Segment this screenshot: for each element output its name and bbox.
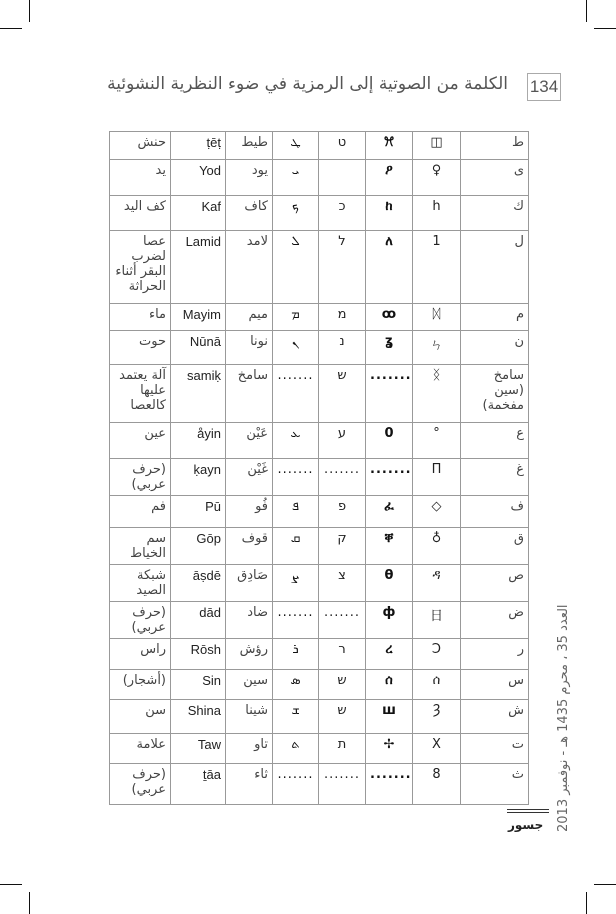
proto-glyph-cell: ° [413,423,461,459]
south-arabian-glyph-cell: ቐ [366,528,413,565]
arabic-letter-cell: ط [461,132,529,160]
hebrew-glyph-cell: ת [319,734,366,764]
hebrew-glyph-cell: ....... [319,602,366,639]
meaning-cell: حنش [110,132,171,160]
transliteration-cell: åyin [171,423,226,459]
meaning-cell: عصا لضرب البقر أثناء الحراثة [110,231,171,304]
name-cell: كاف [226,196,273,231]
table-row [110,160,529,196]
syriac-glyph-cell: ܫ [273,700,319,734]
table-row [110,196,529,231]
syriac-glyph-cell: ܩ [273,528,319,565]
hebrew-glyph-cell: ע [319,423,366,459]
crop-mark [29,0,30,22]
syriac-glyph-cell: ܡ [273,304,319,331]
transliteration-cell: Gōp [171,528,226,565]
south-arabian-glyph-cell: ከ [366,196,413,231]
meaning-cell: علامة [110,734,171,764]
hebrew-glyph-cell: ....... [319,764,366,805]
proto-glyph-cell: X [413,734,461,764]
syriac-glyph-cell: ܢ [273,331,319,365]
syriac-glyph-cell: ܠ [273,231,319,304]
hebrew-glyph-cell: צ [319,565,366,602]
transliteration-cell: Taw [171,734,226,764]
proto-glyph-cell: ᛝ [413,365,461,423]
name-cell: عَيْن [226,423,273,459]
hebrew-glyph-cell: נ [319,331,366,365]
page-number: 134 [527,73,561,101]
south-arabian-glyph-cell: ....... [366,764,413,805]
south-arabian-glyph-cell: ꝏ [366,304,413,331]
crop-mark [0,28,22,29]
arabic-letter-cell: س [461,670,529,700]
meaning-cell: (حرف عربي) [110,602,171,639]
south-arabian-glyph-cell: ሰ [366,670,413,700]
proto-glyph-cell: Π [413,459,461,496]
name-cell: ميم [226,304,273,331]
running-title: الكلمة من الصوتية إلى الرمزية في ضوء النظرية النشوئية [107,74,508,94]
transliteration-cell: ṭēṭ [171,132,226,160]
name-cell: سين [226,670,273,700]
proto-glyph-cell: 1 [413,231,461,304]
name-cell: طيط [226,132,273,160]
south-arabian-glyph-cell: 0 [366,423,413,459]
proto-glyph-cell: h [413,196,461,231]
arabic-letter-cell: ف [461,496,529,528]
table-row [110,528,529,565]
arabic-letter-cell: ص [461,565,529,602]
proto-glyph-cell: ㄣ [413,331,461,365]
syriac-glyph-cell: ....... [273,764,319,805]
crop-mark [0,884,22,885]
crop-mark [586,892,587,914]
syriac-glyph-cell: ....... [273,602,319,639]
hebrew-glyph-cell: ט [319,132,366,160]
south-arabian-glyph-cell: ለ [366,231,413,304]
hebrew-glyph-cell: כ [319,196,366,231]
syriac-glyph-cell: ܥ [273,423,319,459]
table-row [110,132,529,160]
name-cell: ضاد [226,602,273,639]
issue-info: العدد 35 ، محرم 1435 هـ - نوفمبر 2013 [556,604,571,832]
hebrew-glyph-cell: ל [319,231,366,304]
meaning-cell: كف اليد [110,196,171,231]
arabic-letter-cell: م [461,304,529,331]
proto-glyph-cell: 日 [413,602,461,639]
name-cell: غَيْن [226,459,273,496]
table-row [110,496,529,528]
south-arabian-glyph-cell: ፈ [366,496,413,528]
proto-glyph-cell: ◇ [413,496,461,528]
hebrew-glyph-cell: ש [319,700,366,734]
divider [507,812,549,813]
transliteration-cell: āṣdē [171,565,226,602]
south-arabian-glyph-cell: ʓ [366,331,413,365]
syriac-glyph-cell: ܝ [273,160,319,196]
syriac-glyph-cell: ....... [273,459,319,496]
proto-glyph-cell: ♁ [413,528,461,565]
crop-mark [594,28,616,29]
crop-mark [586,0,587,22]
syriac-glyph-cell: ܟ [273,196,319,231]
south-arabian-glyph-cell: ረ [366,639,413,670]
arabic-letter-cell: ض [461,602,529,639]
meaning-cell: يد [110,160,171,196]
transliteration-cell: Sin [171,670,226,700]
transliteration-cell: Rōsh [171,639,226,670]
table-row [110,602,529,639]
syriac-glyph-cell: ܣ [273,670,319,700]
alphabet-table [109,131,529,805]
south-arabian-glyph-cell: ....... [366,459,413,496]
transliteration-cell: Yod [171,160,226,196]
name-cell: تاو [226,734,273,764]
hebrew-glyph-cell: מ [319,304,366,331]
arabic-letter-cell: ل [461,231,529,304]
table-row [110,331,529,365]
proto-glyph-cell: Ͻ [413,639,461,670]
name-cell: فُو [226,496,273,528]
hebrew-glyph-cell: פ [319,496,366,528]
meaning-cell: (حرف عربي) [110,764,171,805]
arabic-letter-cell: ك [461,196,529,231]
transliteration-cell: Pū [171,496,226,528]
table-row [110,700,529,734]
meaning-cell: سم الخياط [110,528,171,565]
journal-logo: جسور [508,818,544,832]
syriac-glyph-cell: ܪ [273,639,319,670]
crop-mark [594,884,616,885]
arabic-letter-cell: ن [461,331,529,365]
transliteration-cell: samiḳ [171,365,226,423]
syriac-glyph-cell: ܦ [273,496,319,528]
meaning-cell: ماء [110,304,171,331]
hebrew-glyph-cell: ש [319,365,366,423]
meaning-cell: فم [110,496,171,528]
hebrew-glyph-cell: ק [319,528,366,565]
proto-glyph-cell: ᛞ [413,304,461,331]
name-cell: قوف [226,528,273,565]
arabic-letter-cell: غ [461,459,529,496]
proto-glyph-cell: 8 [413,764,461,805]
south-arabian-glyph-cell: θ [366,565,413,602]
meaning-cell: (أشجار) [110,670,171,700]
south-arabian-glyph-cell: ✢ [366,734,413,764]
name-cell: رؤش [226,639,273,670]
syriac-glyph-cell: ܨ [273,565,319,602]
proto-glyph-cell: ♀ [413,160,461,196]
arabic-letter-cell: ت [461,734,529,764]
meaning-cell: (حرف عربي) [110,459,171,496]
name-cell: لامد [226,231,273,304]
table-row [110,423,529,459]
transliteration-cell: Lamid [171,231,226,304]
proto-glyph-cell: ሰ [413,670,461,700]
proto-glyph-cell: ዳ [413,565,461,602]
table-row [110,231,529,304]
meaning-cell: حوت [110,331,171,365]
south-arabian-glyph-cell: ....... [366,365,413,423]
table-row [110,565,529,602]
hebrew-glyph-cell [319,160,366,196]
name-cell: ثاء [226,764,273,805]
name-cell: صَادِق [226,565,273,602]
syriac-glyph-cell: ....... [273,365,319,423]
transliteration-cell: Nūnā [171,331,226,365]
arabic-letter-cell: ر [461,639,529,670]
meaning-cell: راس [110,639,171,670]
crop-mark [29,892,30,914]
table-row [110,459,529,496]
south-arabian-glyph-cell: ዖ [366,160,413,196]
proto-glyph-cell: Ȝ [413,700,461,734]
table-row [110,639,529,670]
transliteration-cell: ṯāa [171,764,226,805]
table-row [110,365,529,423]
hebrew-glyph-cell: ....... [319,459,366,496]
transliteration-cell: Kaf [171,196,226,231]
hebrew-glyph-cell: ר [319,639,366,670]
table-row [110,670,529,700]
arabic-letter-cell: سامخ (سين مفخمة) [461,365,529,423]
south-arabian-glyph-cell: ꕮ [366,132,413,160]
syriac-glyph-cell: ܛ [273,132,319,160]
transliteration-cell: ḳayn [171,459,226,496]
table-row [110,304,529,331]
syriac-glyph-cell: ܬ [273,734,319,764]
meaning-cell: آلة يعتمد عليها كالعصا [110,365,171,423]
table-row [110,764,529,805]
south-arabian-glyph-cell: ш [366,700,413,734]
table-row [110,734,529,764]
arabic-letter-cell: ق [461,528,529,565]
south-arabian-glyph-cell: ф [366,602,413,639]
transliteration-cell: Mayim [171,304,226,331]
name-cell: نونا [226,331,273,365]
hebrew-glyph-cell: ש [319,670,366,700]
arabic-letter-cell: ش [461,700,529,734]
arabic-letter-cell: ع [461,423,529,459]
meaning-cell: عين [110,423,171,459]
meaning-cell: سن [110,700,171,734]
proto-glyph-cell: ◫ [413,132,461,160]
name-cell: شينا [226,700,273,734]
divider [507,809,549,810]
transliteration-cell: dād [171,602,226,639]
transliteration-cell: Shina [171,700,226,734]
arabic-letter-cell: ث [461,764,529,805]
arabic-letter-cell: ى [461,160,529,196]
meaning-cell: شبكة الصيد [110,565,171,602]
name-cell: يود [226,160,273,196]
name-cell: سامخ [226,365,273,423]
